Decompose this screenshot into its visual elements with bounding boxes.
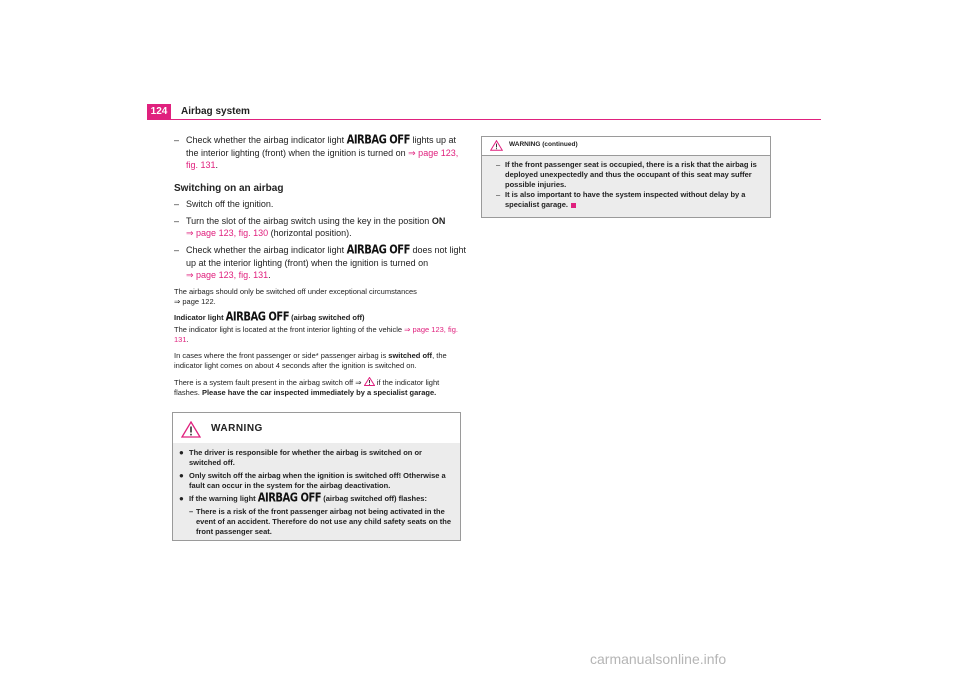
subheading-switching-on: Switching on an airbag xyxy=(174,183,284,194)
page-reference-link[interactable]: ⇒ page 123, fig. 131 xyxy=(174,325,458,344)
step-text: (horizontal position). xyxy=(268,228,352,238)
warning-text: Only switch off the airbag when the ignition is switched off! Otherwise a fault can occur in the system for the airbag deactivation. xyxy=(189,471,446,490)
warning-text: It is also important to have the system inspected without delay by a specialist garage. xyxy=(505,190,746,209)
step-text: . xyxy=(215,160,219,170)
note-exceptional xyxy=(174,287,466,307)
airbag-off-symbol: AIRBAG OFF xyxy=(346,133,410,147)
warning-continued-title: WARNING (continued) xyxy=(509,141,578,148)
airbag-off-symbol: AIRBAG OFF xyxy=(257,491,322,505)
warning-text: If the front passenger seat is occupied, there is a risk that the airbag is deployed unexpectedly and thus the occupant of this seat may suffer possible injuries. xyxy=(505,160,757,189)
dash: – xyxy=(496,160,501,169)
step-text: Check whether the airbag indicator light xyxy=(186,135,347,145)
bullet: ● xyxy=(179,448,184,457)
warning-text: (airbag switched off) flashes: xyxy=(321,494,427,503)
airbag-off-symbol: AIRBAG OFF xyxy=(225,310,290,324)
dash: – xyxy=(189,507,194,516)
paragraph-text: The airbags should only be switched off under exceptional circumstances xyxy=(174,287,417,296)
bold-term: switched off xyxy=(388,351,433,360)
paragraph-text: , the indicator light comes on about 4 seconds after the ignition is switched on. xyxy=(174,351,447,370)
arrow: ⇒ xyxy=(355,378,362,387)
page-reference-link[interactable]: ⇒ page 123, fig. 131 xyxy=(186,270,269,280)
header-rule xyxy=(171,119,821,120)
warning-triangle-icon xyxy=(364,377,375,386)
step-text: Check whether the airbag indicator light xyxy=(186,245,347,255)
step-text: Turn the slot of the airbag switch using the key in the position xyxy=(186,216,432,226)
paragraph-fault xyxy=(174,377,466,398)
warning-triangle-icon xyxy=(181,421,201,438)
left-column xyxy=(174,134,466,398)
airbag-off-symbol: AIRBAG OFF xyxy=(346,243,410,257)
warning-text: The driver is responsible for whether the airbag is switched on or switched off. xyxy=(189,448,422,467)
warning-continued-header xyxy=(482,137,770,156)
page-reference[interactable]: ⇒ page 122. xyxy=(174,297,216,306)
dash: – xyxy=(174,245,180,255)
page-number: 124 xyxy=(147,104,171,120)
page-reference-link[interactable]: ⇒ page 123, fig. 130 xyxy=(186,228,269,238)
step-ignition-off xyxy=(174,198,466,210)
dash: – xyxy=(174,199,180,209)
warning-triangle-icon xyxy=(490,140,503,151)
step-text: Switch off the ignition. xyxy=(186,199,274,209)
paragraph-text: if the indicator light flashes. xyxy=(174,378,440,397)
indicator-light-heading xyxy=(174,310,466,324)
warning-body xyxy=(173,443,460,540)
page-reference-link[interactable]: ⇒ page 123, fig. 131 xyxy=(186,148,459,170)
warning-item xyxy=(496,160,764,190)
step-text: . xyxy=(268,270,271,280)
step-turn-slot xyxy=(174,215,466,239)
bullet: ● xyxy=(179,494,184,503)
paragraph-text: In cases where the front passenger or side* passenger airbag is xyxy=(174,351,389,360)
warning-title: WARNING xyxy=(211,423,263,434)
warning-text: If the warning light xyxy=(189,494,258,503)
warning-item xyxy=(179,491,454,505)
watermark: carmanualsonline.info xyxy=(590,651,727,667)
dash: – xyxy=(496,190,501,199)
step-check-light-off xyxy=(174,244,466,281)
warning-box xyxy=(172,412,461,541)
step-text: lights up at the interior lighting (front) when the ignition is turned on xyxy=(186,135,456,158)
heading-text: Indicator light xyxy=(174,313,226,322)
dash: – xyxy=(174,216,180,226)
bullet: ● xyxy=(179,471,184,480)
paragraph-text: . xyxy=(186,335,189,344)
warning-continued-body xyxy=(482,156,770,210)
section-title: Airbag system xyxy=(181,106,250,117)
dash: – xyxy=(174,135,180,145)
paragraph-text: The indicator light is located at the front interior lighting of the vehicle xyxy=(174,325,405,334)
warning-text: There is a risk of the front passenger airbag not being activated in the event of an accident. Therefore do not use any child safety seats on the front passenger seat. xyxy=(196,507,452,536)
warning-header xyxy=(173,413,460,444)
warning-item xyxy=(179,471,454,491)
paragraph-location xyxy=(174,325,466,345)
paragraph-text: There is a system fault present in the airbag switch off xyxy=(174,378,356,387)
position-on: ON xyxy=(431,216,446,226)
step-text: does not light up at the interior lighting (front) when the ignition is turned on xyxy=(186,245,467,268)
warning-subitem xyxy=(179,507,454,537)
warning-continued-box xyxy=(481,136,771,218)
heading-text: (airbag switched off) xyxy=(289,313,365,322)
paragraph-switched-off xyxy=(174,351,466,371)
step-check-light-on xyxy=(174,134,466,171)
warning-item xyxy=(496,190,764,210)
end-marker-icon xyxy=(571,203,576,208)
bold-instruction: Please have the car inspected immediately by a specialist garage. xyxy=(201,388,437,397)
warning-item xyxy=(179,448,454,468)
